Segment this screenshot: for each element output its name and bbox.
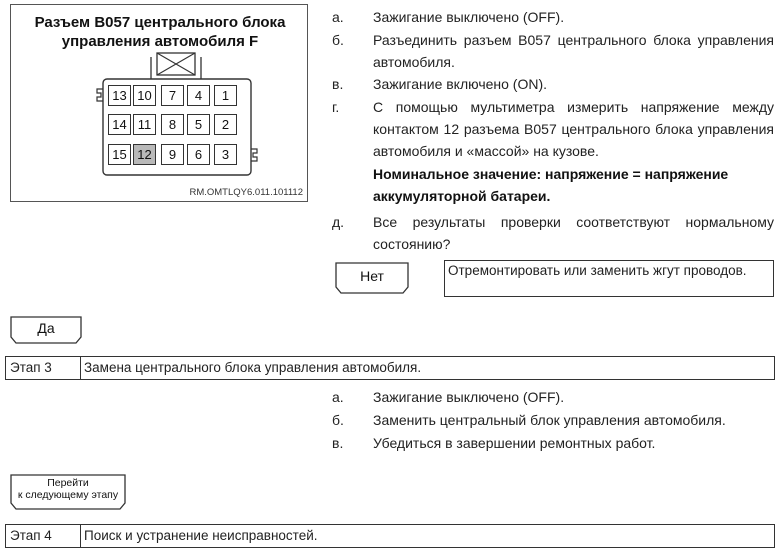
pin-5: 5 (187, 114, 210, 135)
stage-4-bar (5, 524, 775, 548)
nominal-value: Номинальное значение: напряжение = напряжение аккумуляторной батареи. (373, 166, 729, 204)
no-button[interactable] (335, 262, 409, 294)
step-text: Зажигание включено (ON). (373, 76, 548, 92)
next-stage-label-1: Перейти (47, 477, 89, 489)
pin-9: 9 (161, 144, 184, 165)
pin-11: 11 (133, 114, 156, 135)
stage-3-number: Этап 3 (6, 357, 81, 379)
step-letter: а. (332, 9, 344, 25)
stage-3-bar (5, 356, 775, 380)
no-button-label: Нет (360, 268, 384, 284)
step-letter: г. (332, 99, 340, 115)
pin-4: 4 (187, 85, 210, 106)
connector-housing-outline (11, 5, 309, 203)
step-letter: в. (332, 435, 344, 451)
pin-6: 6 (187, 144, 210, 165)
step-text: Зажигание выключено (OFF). (373, 9, 565, 25)
pin-15: 15 (108, 144, 131, 165)
step-letter: б. (332, 32, 344, 48)
pin-3: 3 (214, 144, 237, 165)
step-text: Зажигание выключено (OFF). (373, 389, 565, 405)
next-stage-button[interactable] (10, 474, 126, 510)
connector-diagram (10, 4, 308, 202)
pin-7: 7 (161, 85, 184, 106)
step-text: Убедиться в завершении ремонтных работ. (373, 435, 656, 451)
reference-code: RM.OMTLQY6.011.101112 (189, 187, 303, 198)
step-text: Все результаты проверки соответствуют нормальному состоянию? (373, 214, 774, 252)
no-result-box: Отремонтировать или заменить жгут проводов. (444, 260, 774, 297)
step-text: Заменить центральный блок управления автомобиля. (373, 412, 726, 428)
stage-3-title: Замена центрального блока управления автомобиля. (84, 360, 422, 375)
step-text: Разъединить разъем B057 центрального блока управления автомобиля. (373, 32, 774, 70)
step-letter: д. (332, 214, 345, 230)
pin-12-highlighted: 12 (133, 144, 156, 165)
yes-button[interactable] (10, 316, 82, 344)
stage-4-title: Поиск и устранение неисправностей. (84, 528, 318, 543)
connector-title: Разъем B057 центрального блока управления автомобиля F (34, 14, 286, 50)
pin-10: 10 (133, 85, 156, 106)
yes-button-label: Да (37, 320, 55, 336)
pin-1: 1 (214, 85, 237, 106)
pin-8: 8 (161, 114, 184, 135)
step-letter: б. (332, 412, 344, 428)
stage-4-number: Этап 4 (6, 525, 81, 547)
pin-14: 14 (108, 114, 131, 135)
pin-2: 2 (214, 114, 237, 135)
next-stage-label-2: к следующему этапу (17, 489, 119, 501)
pin-13: 13 (108, 85, 131, 106)
step-letter: а. (332, 389, 344, 405)
step-text: С помощью мультиметра измерить напряжение между контактом 12 разъема B057 центрального блока управления автомобиля и «массой» на кузове. (373, 99, 774, 159)
step-letter: в. (332, 76, 344, 92)
